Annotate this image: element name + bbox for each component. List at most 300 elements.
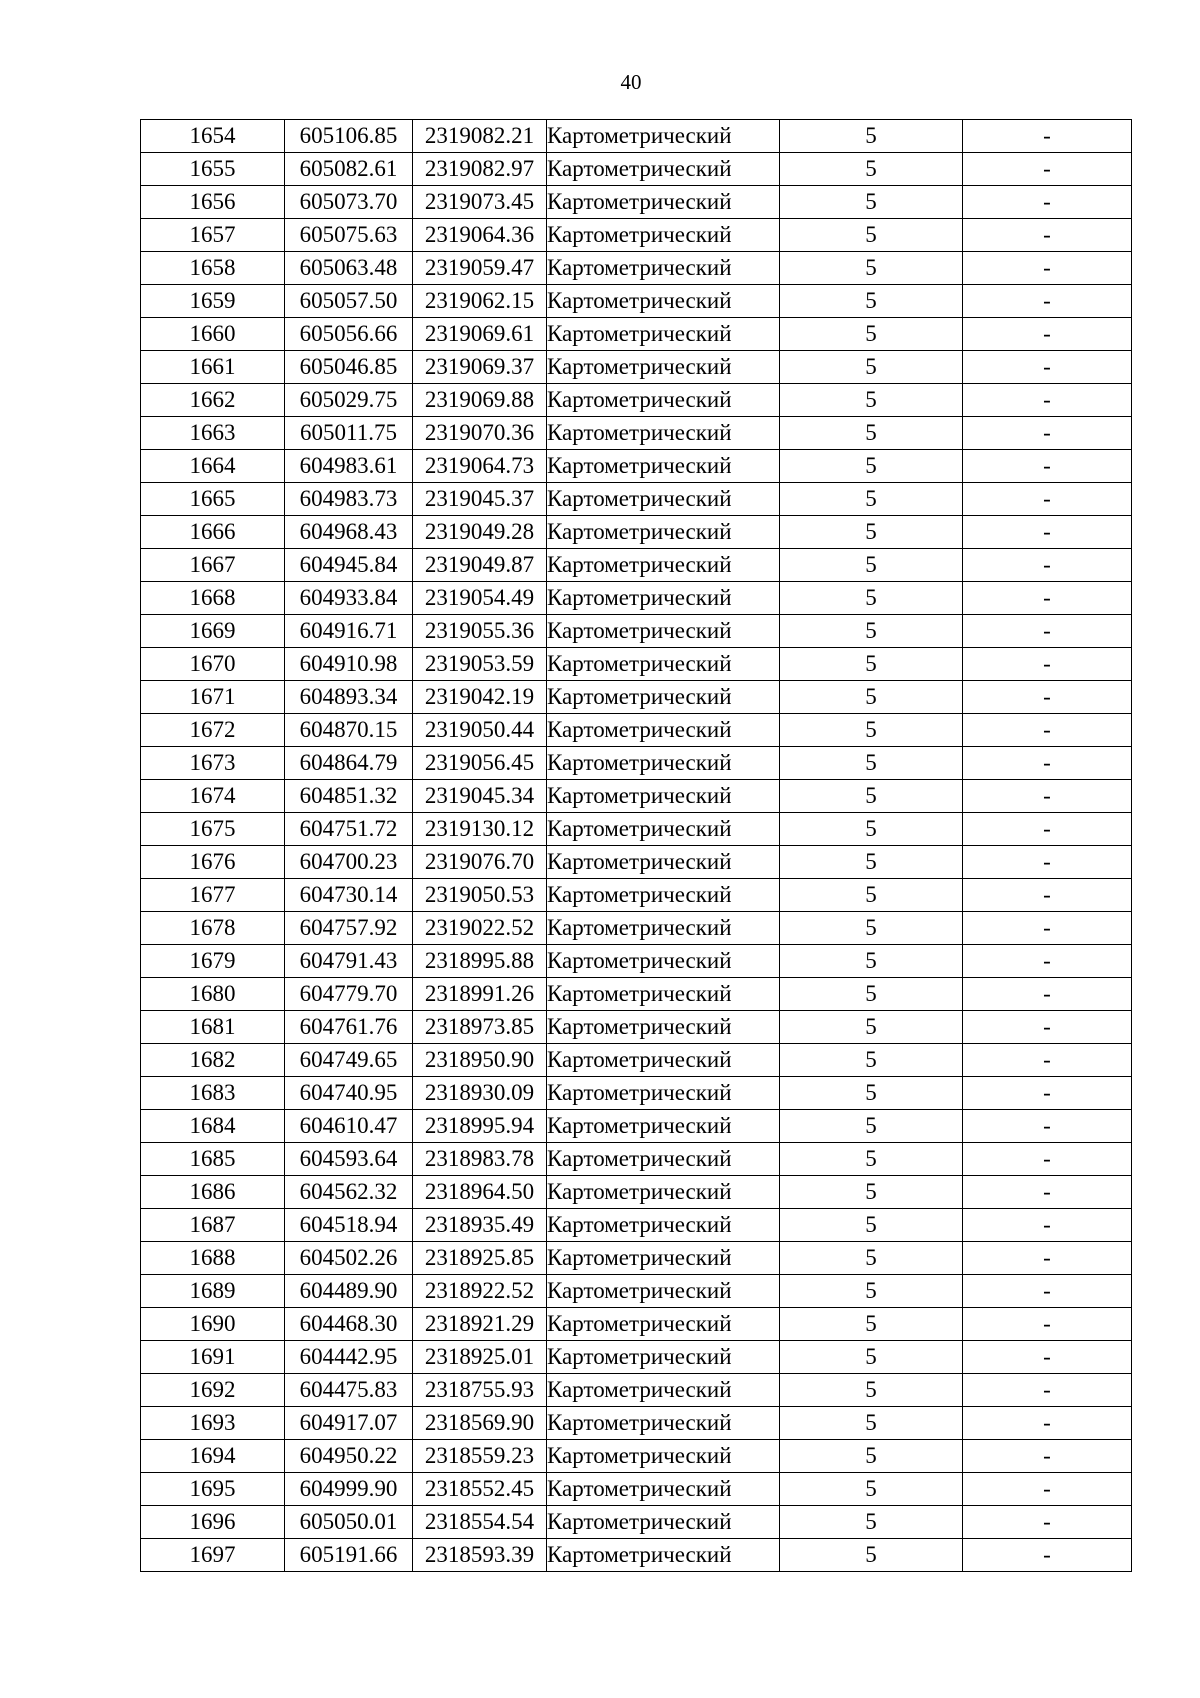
point-number-cell: 1692: [141, 1374, 285, 1407]
table-row: [141, 648, 1132, 681]
accuracy-cell: 5: [780, 252, 963, 285]
y-coordinate-cell: 2319064.36: [413, 219, 547, 252]
note-cell: -: [963, 1077, 1132, 1110]
method-cell: Картометрический: [547, 879, 780, 912]
point-number-cell: 1695: [141, 1473, 285, 1506]
accuracy-cell: 5: [780, 186, 963, 219]
x-coordinate-cell: 604757.92: [285, 912, 413, 945]
y-coordinate-cell: 2319049.87: [413, 549, 547, 582]
x-coordinate-cell: 605073.70: [285, 186, 413, 219]
point-number-cell: 1682: [141, 1044, 285, 1077]
x-coordinate-cell: 605057.50: [285, 285, 413, 318]
method-cell: Картометрический: [547, 384, 780, 417]
x-coordinate-cell: 604489.90: [285, 1275, 413, 1308]
table-row: [141, 813, 1132, 846]
method-cell: Картометрический: [547, 714, 780, 747]
accuracy-cell: 5: [780, 1110, 963, 1143]
method-cell: Картометрический: [547, 1110, 780, 1143]
y-coordinate-cell: 2318925.01: [413, 1341, 547, 1374]
note-cell: -: [963, 1473, 1132, 1506]
accuracy-cell: 5: [780, 747, 963, 780]
table-row: [141, 1473, 1132, 1506]
table-row: [141, 516, 1132, 549]
note-cell: -: [963, 648, 1132, 681]
table-row: [141, 1341, 1132, 1374]
table-row: [141, 681, 1132, 714]
point-number-cell: 1671: [141, 681, 285, 714]
accuracy-cell: 5: [780, 1506, 963, 1539]
accuracy-cell: 5: [780, 1209, 963, 1242]
table-row: [141, 945, 1132, 978]
note-cell: -: [963, 912, 1132, 945]
x-coordinate-cell: 604910.98: [285, 648, 413, 681]
point-number-cell: 1664: [141, 450, 285, 483]
accuracy-cell: 5: [780, 516, 963, 549]
note-cell: -: [963, 1011, 1132, 1044]
y-coordinate-cell: 2318593.39: [413, 1539, 547, 1572]
method-cell: Картометрический: [547, 1341, 780, 1374]
method-cell: Картометрический: [547, 351, 780, 384]
x-coordinate-cell: 604968.43: [285, 516, 413, 549]
table-row: [141, 1242, 1132, 1275]
note-cell: -: [963, 1407, 1132, 1440]
point-number-cell: 1679: [141, 945, 285, 978]
table-row: [141, 1011, 1132, 1044]
method-cell: Картометрический: [547, 1275, 780, 1308]
x-coordinate-cell: 604700.23: [285, 846, 413, 879]
method-cell: Картометрический: [547, 780, 780, 813]
method-cell: Картометрический: [547, 1407, 780, 1440]
note-cell: -: [963, 417, 1132, 450]
table-row: [141, 384, 1132, 417]
point-number-cell: 1680: [141, 978, 285, 1011]
note-cell: -: [963, 780, 1132, 813]
table-row: [141, 120, 1132, 153]
x-coordinate-cell: 604475.83: [285, 1374, 413, 1407]
note-cell: -: [963, 516, 1132, 549]
method-cell: Картометрический: [547, 945, 780, 978]
note-cell: -: [963, 1143, 1132, 1176]
x-coordinate-cell: 604893.34: [285, 681, 413, 714]
table-row: [141, 747, 1132, 780]
method-cell: Картометрический: [547, 648, 780, 681]
x-coordinate-cell: 605029.75: [285, 384, 413, 417]
y-coordinate-cell: 2319059.47: [413, 252, 547, 285]
y-coordinate-cell: 2319069.88: [413, 384, 547, 417]
method-cell: Картометрический: [547, 516, 780, 549]
accuracy-cell: 5: [780, 219, 963, 252]
x-coordinate-cell: 604751.72: [285, 813, 413, 846]
note-cell: -: [963, 945, 1132, 978]
table-row: [141, 483, 1132, 516]
y-coordinate-cell: 2319050.44: [413, 714, 547, 747]
y-coordinate-cell: 2318552.45: [413, 1473, 547, 1506]
method-cell: Картометрический: [547, 549, 780, 582]
note-cell: -: [963, 1044, 1132, 1077]
y-coordinate-cell: 2319082.21: [413, 120, 547, 153]
table-row: [141, 1176, 1132, 1209]
x-coordinate-cell: 605082.61: [285, 153, 413, 186]
x-coordinate-cell: 604518.94: [285, 1209, 413, 1242]
point-number-cell: 1668: [141, 582, 285, 615]
table-row: [141, 1308, 1132, 1341]
note-cell: -: [963, 1440, 1132, 1473]
point-number-cell: 1669: [141, 615, 285, 648]
point-number-cell: 1675: [141, 813, 285, 846]
accuracy-cell: 5: [780, 384, 963, 417]
table-row: [141, 1440, 1132, 1473]
method-cell: Картометрический: [547, 120, 780, 153]
x-coordinate-cell: 604983.61: [285, 450, 413, 483]
accuracy-cell: 5: [780, 912, 963, 945]
accuracy-cell: 5: [780, 1407, 963, 1440]
x-coordinate-cell: 605106.85: [285, 120, 413, 153]
point-number-cell: 1657: [141, 219, 285, 252]
table-row: [141, 450, 1132, 483]
y-coordinate-cell: 2318995.88: [413, 945, 547, 978]
table-row: [141, 186, 1132, 219]
point-number-cell: 1666: [141, 516, 285, 549]
accuracy-cell: 5: [780, 318, 963, 351]
y-coordinate-cell: 2319082.97: [413, 153, 547, 186]
accuracy-cell: 5: [780, 615, 963, 648]
point-number-cell: 1696: [141, 1506, 285, 1539]
note-cell: -: [963, 582, 1132, 615]
method-cell: Картометрический: [547, 615, 780, 648]
method-cell: Картометрический: [547, 252, 780, 285]
x-coordinate-cell: 605011.75: [285, 417, 413, 450]
method-cell: Картометрический: [547, 1506, 780, 1539]
accuracy-cell: 5: [780, 417, 963, 450]
note-cell: -: [963, 1176, 1132, 1209]
accuracy-cell: 5: [780, 1044, 963, 1077]
x-coordinate-cell: 604779.70: [285, 978, 413, 1011]
point-number-cell: 1686: [141, 1176, 285, 1209]
x-coordinate-cell: 604730.14: [285, 879, 413, 912]
accuracy-cell: 5: [780, 1539, 963, 1572]
x-coordinate-cell: 605056.66: [285, 318, 413, 351]
method-cell: Картометрический: [547, 1242, 780, 1275]
point-number-cell: 1670: [141, 648, 285, 681]
accuracy-cell: 5: [780, 483, 963, 516]
note-cell: -: [963, 1374, 1132, 1407]
note-cell: -: [963, 978, 1132, 1011]
x-coordinate-cell: 604864.79: [285, 747, 413, 780]
y-coordinate-cell: 2318755.93: [413, 1374, 547, 1407]
table-row: [141, 285, 1132, 318]
x-coordinate-cell: 604502.26: [285, 1242, 413, 1275]
accuracy-cell: 5: [780, 978, 963, 1011]
y-coordinate-cell: 2319042.19: [413, 681, 547, 714]
method-cell: Картометрический: [547, 1077, 780, 1110]
accuracy-cell: 5: [780, 549, 963, 582]
method-cell: Картометрический: [547, 318, 780, 351]
x-coordinate-cell: 604917.07: [285, 1407, 413, 1440]
y-coordinate-cell: 2319053.59: [413, 648, 547, 681]
note-cell: -: [963, 483, 1132, 516]
point-number-cell: 1661: [141, 351, 285, 384]
point-number-cell: 1672: [141, 714, 285, 747]
note-cell: -: [963, 351, 1132, 384]
y-coordinate-cell: 2318930.09: [413, 1077, 547, 1110]
note-cell: -: [963, 1506, 1132, 1539]
y-coordinate-cell: 2319056.45: [413, 747, 547, 780]
table-row: [141, 1539, 1132, 1572]
accuracy-cell: 5: [780, 1011, 963, 1044]
table-row: [141, 879, 1132, 912]
point-number-cell: 1693: [141, 1407, 285, 1440]
accuracy-cell: 5: [780, 945, 963, 978]
table-row: [141, 912, 1132, 945]
table-row: [141, 252, 1132, 285]
table-row: [141, 153, 1132, 186]
note-cell: -: [963, 120, 1132, 153]
note-cell: -: [963, 450, 1132, 483]
accuracy-cell: 5: [780, 780, 963, 813]
note-cell: -: [963, 681, 1132, 714]
note-cell: -: [963, 219, 1132, 252]
accuracy-cell: 5: [780, 1341, 963, 1374]
point-number-cell: 1689: [141, 1275, 285, 1308]
y-coordinate-cell: 2319069.61: [413, 318, 547, 351]
point-number-cell: 1677: [141, 879, 285, 912]
accuracy-cell: 5: [780, 1143, 963, 1176]
y-coordinate-cell: 2319062.15: [413, 285, 547, 318]
table-row: [141, 1275, 1132, 1308]
accuracy-cell: 5: [780, 681, 963, 714]
note-cell: -: [963, 714, 1132, 747]
y-coordinate-cell: 2319022.52: [413, 912, 547, 945]
x-coordinate-cell: 604916.71: [285, 615, 413, 648]
x-coordinate-cell: 604983.73: [285, 483, 413, 516]
point-number-cell: 1694: [141, 1440, 285, 1473]
point-number-cell: 1667: [141, 549, 285, 582]
method-cell: Картометрический: [547, 1209, 780, 1242]
accuracy-cell: 5: [780, 1077, 963, 1110]
note-cell: -: [963, 747, 1132, 780]
y-coordinate-cell: 2318964.50: [413, 1176, 547, 1209]
method-cell: Картометрический: [547, 582, 780, 615]
point-number-cell: 1658: [141, 252, 285, 285]
note-cell: -: [963, 186, 1132, 219]
table-row: [141, 1044, 1132, 1077]
x-coordinate-cell: 605046.85: [285, 351, 413, 384]
x-coordinate-cell: 604933.84: [285, 582, 413, 615]
method-cell: Картометрический: [547, 483, 780, 516]
method-cell: Картометрический: [547, 417, 780, 450]
y-coordinate-cell: 2319073.45: [413, 186, 547, 219]
y-coordinate-cell: 2318983.78: [413, 1143, 547, 1176]
y-coordinate-cell: 2318925.85: [413, 1242, 547, 1275]
accuracy-cell: 5: [780, 351, 963, 384]
accuracy-cell: 5: [780, 120, 963, 153]
note-cell: -: [963, 615, 1132, 648]
note-cell: -: [963, 1539, 1132, 1572]
accuracy-cell: 5: [780, 714, 963, 747]
note-cell: -: [963, 1308, 1132, 1341]
y-coordinate-cell: 2319130.12: [413, 813, 547, 846]
method-cell: Картометрический: [547, 219, 780, 252]
y-coordinate-cell: 2318973.85: [413, 1011, 547, 1044]
accuracy-cell: 5: [780, 1440, 963, 1473]
x-coordinate-cell: 604791.43: [285, 945, 413, 978]
y-coordinate-cell: 2318554.54: [413, 1506, 547, 1539]
x-coordinate-cell: 604442.95: [285, 1341, 413, 1374]
table-row: [141, 351, 1132, 384]
note-cell: -: [963, 384, 1132, 417]
y-coordinate-cell: 2319045.37: [413, 483, 547, 516]
method-cell: Картометрический: [547, 846, 780, 879]
x-coordinate-cell: 605191.66: [285, 1539, 413, 1572]
point-number-cell: 1674: [141, 780, 285, 813]
y-coordinate-cell: 2318991.26: [413, 978, 547, 1011]
table-row: [141, 1077, 1132, 1110]
x-coordinate-cell: 604950.22: [285, 1440, 413, 1473]
y-coordinate-cell: 2319055.36: [413, 615, 547, 648]
method-cell: Картометрический: [547, 450, 780, 483]
method-cell: Картометрический: [547, 813, 780, 846]
page-number: 40: [620, 70, 642, 94]
point-number-cell: 1655: [141, 153, 285, 186]
method-cell: Картометрический: [547, 1440, 780, 1473]
accuracy-cell: 5: [780, 1473, 963, 1506]
table-row: [141, 1143, 1132, 1176]
y-coordinate-cell: 2319054.49: [413, 582, 547, 615]
table-row: [141, 318, 1132, 351]
method-cell: Картометрический: [547, 1176, 780, 1209]
table-row: [141, 549, 1132, 582]
point-number-cell: 1665: [141, 483, 285, 516]
method-cell: Картометрический: [547, 1011, 780, 1044]
y-coordinate-cell: 2319045.34: [413, 780, 547, 813]
note-cell: -: [963, 153, 1132, 186]
x-coordinate-cell: 604870.15: [285, 714, 413, 747]
y-coordinate-cell: 2319050.53: [413, 879, 547, 912]
accuracy-cell: 5: [780, 1308, 963, 1341]
point-number-cell: 1687: [141, 1209, 285, 1242]
x-coordinate-cell: 604999.90: [285, 1473, 413, 1506]
note-cell: -: [963, 252, 1132, 285]
table-row: [141, 846, 1132, 879]
x-coordinate-cell: 604851.32: [285, 780, 413, 813]
point-number-cell: 1690: [141, 1308, 285, 1341]
point-number-cell: 1691: [141, 1341, 285, 1374]
x-coordinate-cell: 604593.64: [285, 1143, 413, 1176]
y-coordinate-cell: 2319049.28: [413, 516, 547, 549]
x-coordinate-cell: 604562.32: [285, 1176, 413, 1209]
point-number-cell: 1685: [141, 1143, 285, 1176]
point-number-cell: 1684: [141, 1110, 285, 1143]
x-coordinate-cell: 604610.47: [285, 1110, 413, 1143]
y-coordinate-cell: 2319064.73: [413, 450, 547, 483]
table-row: [141, 417, 1132, 450]
note-cell: -: [963, 1110, 1132, 1143]
note-cell: -: [963, 813, 1132, 846]
point-number-cell: 1662: [141, 384, 285, 417]
coordinates-table: [140, 119, 1132, 1572]
note-cell: -: [963, 879, 1132, 912]
table-row: [141, 219, 1132, 252]
accuracy-cell: 5: [780, 846, 963, 879]
point-number-cell: 1678: [141, 912, 285, 945]
coordinates-table-body: [141, 120, 1132, 1572]
note-cell: -: [963, 1275, 1132, 1308]
point-number-cell: 1683: [141, 1077, 285, 1110]
point-number-cell: 1663: [141, 417, 285, 450]
method-cell: Картометрический: [547, 1374, 780, 1407]
accuracy-cell: 5: [780, 450, 963, 483]
accuracy-cell: 5: [780, 1176, 963, 1209]
accuracy-cell: 5: [780, 153, 963, 186]
accuracy-cell: 5: [780, 582, 963, 615]
accuracy-cell: 5: [780, 1275, 963, 1308]
method-cell: Картометрический: [547, 1473, 780, 1506]
y-coordinate-cell: 2318995.94: [413, 1110, 547, 1143]
note-cell: -: [963, 846, 1132, 879]
accuracy-cell: 5: [780, 648, 963, 681]
accuracy-cell: 5: [780, 1374, 963, 1407]
table-row: [141, 1506, 1132, 1539]
table-row: [141, 1110, 1132, 1143]
point-number-cell: 1676: [141, 846, 285, 879]
table-row: [141, 615, 1132, 648]
note-cell: -: [963, 285, 1132, 318]
x-coordinate-cell: 604761.76: [285, 1011, 413, 1044]
y-coordinate-cell: 2318921.29: [413, 1308, 547, 1341]
point-number-cell: 1660: [141, 318, 285, 351]
method-cell: Картометрический: [547, 681, 780, 714]
y-coordinate-cell: 2318569.90: [413, 1407, 547, 1440]
y-coordinate-cell: 2318935.49: [413, 1209, 547, 1242]
y-coordinate-cell: 2319069.37: [413, 351, 547, 384]
table-row: [141, 780, 1132, 813]
method-cell: Картометрический: [547, 912, 780, 945]
method-cell: Картометрический: [547, 1308, 780, 1341]
accuracy-cell: 5: [780, 813, 963, 846]
y-coordinate-cell: 2319076.70: [413, 846, 547, 879]
accuracy-cell: 5: [780, 1242, 963, 1275]
method-cell: Картометрический: [547, 285, 780, 318]
note-cell: -: [963, 549, 1132, 582]
y-coordinate-cell: 2318922.52: [413, 1275, 547, 1308]
x-coordinate-cell: 604468.30: [285, 1308, 413, 1341]
point-number-cell: 1681: [141, 1011, 285, 1044]
point-number-cell: 1688: [141, 1242, 285, 1275]
method-cell: Картометрический: [547, 1143, 780, 1176]
method-cell: Картометрический: [547, 1539, 780, 1572]
x-coordinate-cell: 604740.95: [285, 1077, 413, 1110]
table-row: [141, 714, 1132, 747]
method-cell: Картометрический: [547, 153, 780, 186]
method-cell: Картометрический: [547, 747, 780, 780]
method-cell: Картометрический: [547, 978, 780, 1011]
note-cell: -: [963, 1209, 1132, 1242]
point-number-cell: 1697: [141, 1539, 285, 1572]
note-cell: -: [963, 1341, 1132, 1374]
point-number-cell: 1673: [141, 747, 285, 780]
x-coordinate-cell: 604945.84: [285, 549, 413, 582]
accuracy-cell: 5: [780, 285, 963, 318]
point-number-cell: 1656: [141, 186, 285, 219]
table-row: [141, 978, 1132, 1011]
x-coordinate-cell: 605075.63: [285, 219, 413, 252]
table-row: [141, 1209, 1132, 1242]
x-coordinate-cell: 605063.48: [285, 252, 413, 285]
y-coordinate-cell: 2318950.90: [413, 1044, 547, 1077]
table-row: [141, 1407, 1132, 1440]
table-row: [141, 1374, 1132, 1407]
x-coordinate-cell: 604749.65: [285, 1044, 413, 1077]
